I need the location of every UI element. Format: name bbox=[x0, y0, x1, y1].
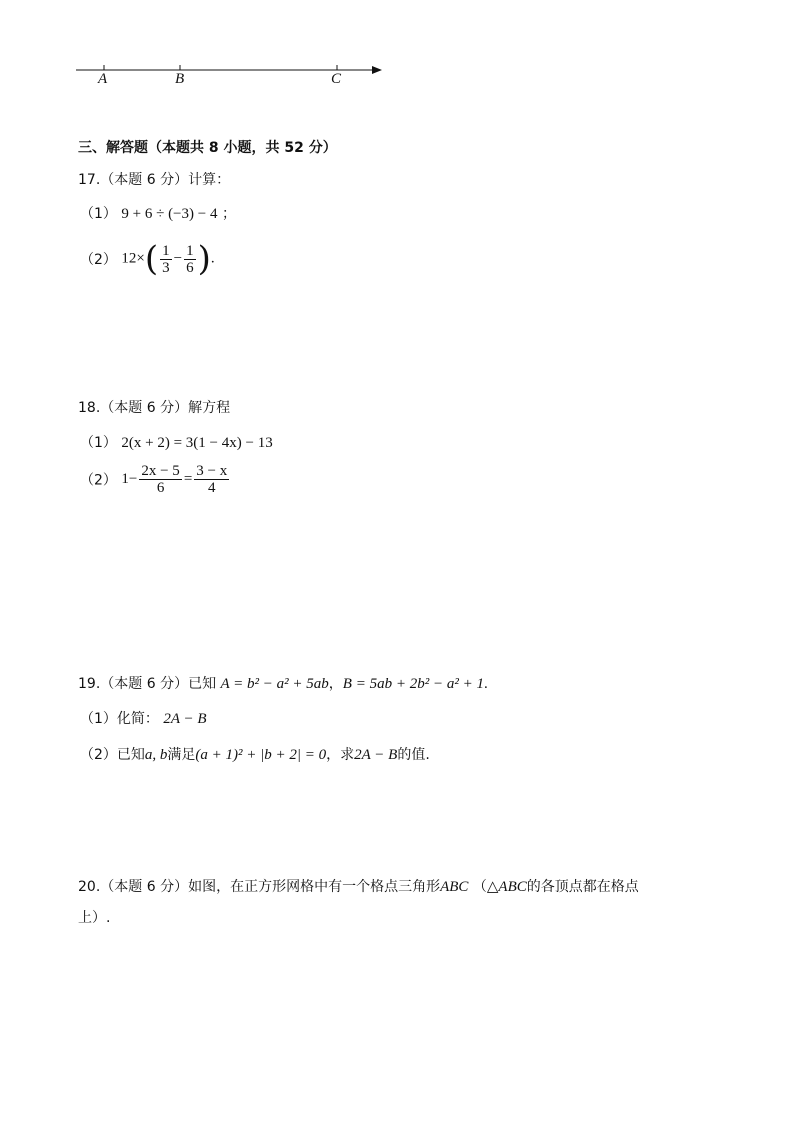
q17-part1 bbox=[80, 203, 236, 223]
q17-p1-tail: ； bbox=[221, 206, 236, 222]
q19-p2-cond: (a + 1)² + |b + 2| = 0 bbox=[195, 747, 327, 763]
q19-p1-expr: 2A − B bbox=[163, 711, 207, 727]
q19-part2 bbox=[80, 744, 430, 764]
q17-part2 bbox=[80, 239, 215, 279]
left-paren: ( bbox=[144, 239, 159, 279]
q19-a-expr: A = b² − a² + 5ab bbox=[220, 676, 329, 692]
q18-p1-expr: 2(x + 2) = 3(1 − 4x) − 13 bbox=[121, 435, 273, 451]
q20-stem-pre: 20.（本题 6 分）如图，在正方形网格中有一个格点三角形 bbox=[78, 879, 441, 895]
q18-p2-eq: = bbox=[183, 471, 193, 487]
q20-tri1: ABC bbox=[440, 879, 469, 895]
q20-stem-mid: 的各顶点都在格点 bbox=[526, 879, 639, 895]
q19-stem bbox=[78, 673, 488, 693]
q19-p2-mid2: ，求 bbox=[326, 747, 355, 763]
q19-comma: ， bbox=[328, 676, 343, 692]
q20-stem bbox=[78, 876, 639, 896]
q18-p1-label: （1） bbox=[80, 435, 117, 451]
q18-frac1: $\frac{2x - 5}{6}$ bbox=[141, 463, 180, 496]
q19-p2-label: （2）已知 bbox=[80, 747, 145, 763]
right-paren: ) bbox=[197, 239, 211, 279]
q19-p2-tail: 的值. bbox=[397, 747, 430, 763]
q17-p2-label: （2） bbox=[80, 252, 117, 268]
q17-p2-minus: − bbox=[173, 250, 183, 267]
q18-stem: 18.（本题 6 分）解方程 bbox=[78, 400, 231, 416]
q20-tri2: △ABC bbox=[486, 879, 527, 895]
q19-b-expr: B = 5ab + 2b² − a² + 1 bbox=[342, 676, 484, 692]
q19-stem-pre: 19.（本题 6 分）已知 bbox=[78, 676, 217, 692]
q18-part1 bbox=[80, 432, 273, 452]
q18-p2-label: （2） bbox=[80, 472, 117, 489]
q19-part1 bbox=[80, 708, 207, 728]
q18-frac2: $\frac{3 - x}{4}$ bbox=[196, 463, 228, 496]
q18-p2-pre: 1− bbox=[121, 471, 138, 487]
section-title: 三、解答题（本题共 8 小题，共 52 分） bbox=[78, 140, 337, 156]
q19-p2-mid: 满足 bbox=[167, 747, 196, 763]
point-label-c: C bbox=[331, 71, 342, 87]
number-line bbox=[70, 60, 390, 92]
q17-p1-label: （1） bbox=[80, 206, 117, 222]
q17-stem: 17.（本题 6 分）计算： bbox=[78, 172, 231, 188]
q17-frac1: $\frac{1}{3}$ bbox=[162, 242, 170, 276]
q17-p1-expr: 9 + 6 ÷ (−3) − 4 bbox=[121, 206, 218, 222]
q17-frac2: $\frac{1}{6}$ bbox=[186, 242, 194, 276]
q19-p2-target: 2A − B bbox=[354, 747, 398, 763]
q17-p2-pre: 12× bbox=[121, 250, 145, 267]
q19-p2-vars: a, b bbox=[144, 747, 168, 763]
q20-paren-open: （ bbox=[472, 879, 487, 895]
q17-p2-tail: . bbox=[210, 250, 215, 267]
q19-stem-tail: . bbox=[483, 676, 488, 692]
point-label-b: B bbox=[175, 71, 185, 87]
q20-line2: 上）. bbox=[78, 910, 111, 926]
point-label-a: A bbox=[98, 71, 108, 87]
q18-part2 bbox=[80, 463, 231, 496]
arrow-head-icon bbox=[372, 66, 382, 74]
q19-p1-label: （1）化简： bbox=[80, 711, 159, 727]
